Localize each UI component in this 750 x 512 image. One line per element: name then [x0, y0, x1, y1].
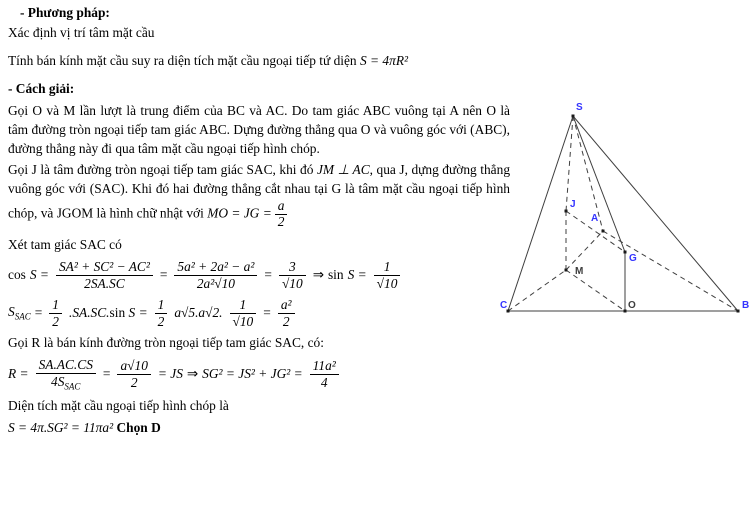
paragraph-1: Gọi O và M lần lượt là trung điểm của BC và AC. Do tam giác ABC vuông tại A nên O là tâm đường tròn ngoại tiếp tam giác ABC. Dựng đường thẳng qua O và vuông góc với (ABC), đường thẳng này đi qua tâm mặt cầu ngoại tiếp hình chóp. — [8, 103, 510, 156]
solution-text-column — [8, 2, 510, 440]
solid-edges — [508, 116, 738, 311]
line-goi-r: Gọi R là bán kính đường tròn ngoại tiếp tam giác SAC, có: — [8, 335, 324, 351]
method-heading: - Phương pháp: — [20, 5, 110, 20]
geometry-diagram — [500, 88, 750, 338]
fraction-law-of-cosines: $\frac{\text{SA² + SC² − AC²}}{2SA.SC}$ — [56, 259, 153, 291]
implies-arrow: ⇒ — [186, 366, 199, 382]
dashed-edges — [508, 116, 738, 311]
cos-function: cos — [8, 267, 26, 283]
method-formula: S = 4πR² — [359, 53, 409, 68]
fraction-a2-over-2: $\frac{\text{a²}}{2}$ — [278, 297, 295, 329]
fraction-circumradius: $\frac{SA.AC.CS}{4S_{SAC}}$ — [36, 357, 96, 391]
fraction-3-sqrt10: $\frac{3}{√10}$ — [279, 259, 306, 291]
fraction-one-half-2: $\frac{1}{2}$ — [155, 297, 168, 329]
line-xet-tam-giac: Xét tam giác SAC có — [8, 237, 122, 253]
vertex-label-b: B — [742, 300, 750, 311]
answer-choice: Chọn D — [116, 419, 161, 435]
fraction-one-half-1: $\frac{1}{2}$ — [49, 297, 62, 329]
implies-arrow: ⇒ — [312, 267, 324, 283]
method-line-1: Xác định vị trí tâm mặt cầu — [8, 25, 155, 40]
paragraph-2-text-b: , qua J, dựng đường thẳng vuông góc với (SAC). Khi đó hai đường thẳng cắt nhau tại G là tâm mặt cầu ngoại tiếp hình chóp, và JGOM là hình chữ nhật với — [8, 162, 511, 221]
method-line-2 — [8, 52, 510, 70]
method-line-2-text: Tính bán kính mặt cầu suy ra diện tích mặt cầu ngoại tiếp tứ diện — [8, 53, 357, 68]
paragraph-2-math-mo-jg: MO = JG = — [207, 205, 272, 221]
vertex-label-c: C — [500, 300, 508, 311]
vertex-points — [507, 115, 740, 313]
line-dien-tich: Diện tích mặt cầu ngoại tiếp hình chóp là — [8, 397, 229, 413]
vertex-label-a: A — [591, 213, 599, 224]
vertex-label-s: S — [576, 102, 583, 113]
solution-heading: - Cách giải: — [8, 81, 75, 96]
fraction-substituted: $\frac{\text{5a² + 2a² − a²}}{\text{2a²√10}}$ — [174, 259, 257, 291]
final-formula: S = 4π.SG² = 11πa² — [8, 419, 114, 435]
vertex-label-g: G — [629, 253, 637, 264]
sin-function: sin — [109, 305, 126, 321]
vertex-label-o: O — [628, 300, 636, 311]
sin-function: sin — [327, 267, 344, 283]
final-line — [8, 419, 510, 437]
paragraph-2-math-perpendicular: JM ⊥ AC — [316, 162, 370, 177]
paragraph-2 — [8, 160, 510, 230]
equation-area-sac: $S_{SAC}$ = $\frac{1}{2}$ .SA.SC.sin S = $\frac{1}{2}$ a√5.a√2. $\frac{1}{√10}$ = $\frac{\text{a²}}{2}$ — [8, 296, 510, 330]
fraction-1-sqrt10-area: $\frac{1}{√10}$ — [230, 297, 257, 329]
paragraph-2-text-a: Gọi J là tâm đường tròn ngoại tiếp tam giác SAC, khi đó — [8, 162, 314, 177]
fraction-a-sqrt10-over-2: $\frac{a√10}{2}$ — [117, 358, 150, 390]
equation-cos: cos S = $\frac{\text{SA² + SC² − AC²}}{2SA.SC}$ = $\frac{\text{5a² + 2a² − a²}}{\text{2a²√10}}$ = $\frac{3}{√10}$ ⇒ sin S = $\frac{1}{√10}$ — [8, 258, 510, 292]
vertex-label-m: M — [575, 266, 584, 277]
equation-radius: R = $\frac{SA.AC.CS}{4S_{SAC}}$ = $\frac{a√10}{2}$ = JS ⇒ SG² = JS² + JG² = $\frac{\text{11a²}}{4}$ — [8, 356, 510, 392]
fraction-1-sqrt10: $\frac{1}{√10}$ — [374, 259, 401, 291]
fraction-a-over-2: $\frac{a}{2}$ — [275, 199, 288, 229]
vertex-label-j: J — [570, 199, 576, 210]
fraction-11a2-over-4: $\frac{\text{11a²}}{4}$ — [310, 358, 339, 390]
